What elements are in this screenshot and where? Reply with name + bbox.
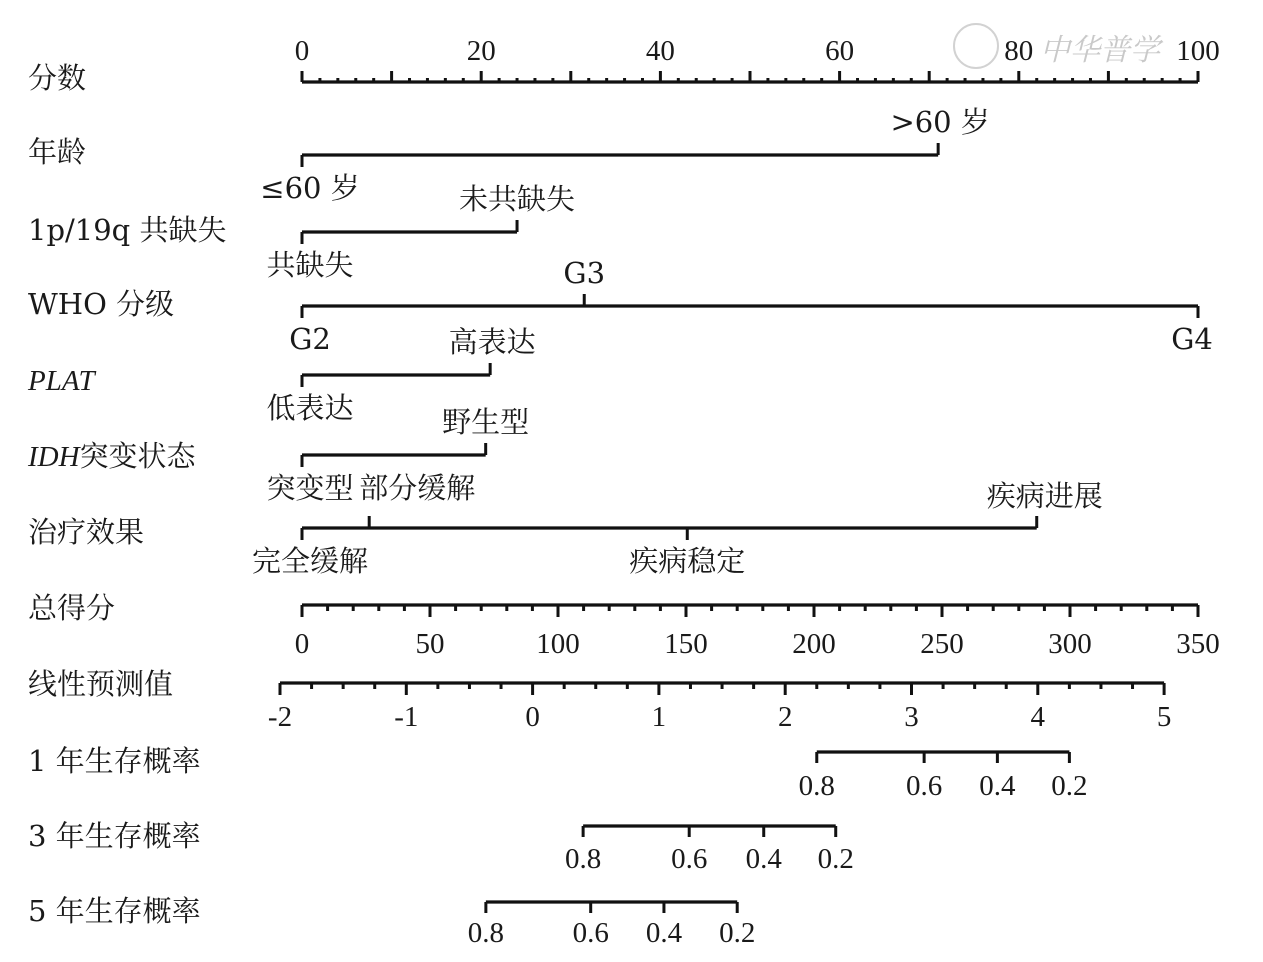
total-points-tick-label: 50: [415, 628, 445, 660]
points-axis-tick-label: 20: [466, 35, 496, 67]
points-axis-tick-label: 60: [825, 35, 855, 67]
survival-axis-tick-label: 0.8: [467, 917, 504, 949]
points-axis-tick-label: 40: [645, 35, 675, 67]
linear-predictor-tick-label: 4: [1030, 701, 1046, 733]
predictor-level-label: 野生型: [442, 405, 530, 439]
survival-axis-tick-label: 0.8: [798, 770, 835, 802]
predictor-level-label: 共缺失: [266, 248, 354, 282]
predictor-level-label: 部分缓解: [359, 471, 476, 505]
linear-predictor-tick-label: 5: [1156, 701, 1172, 733]
predictor-label-age: 年龄: [28, 135, 87, 169]
points-axis-tick-label: 100: [1176, 35, 1220, 67]
predictor-label-plat: PLAT: [28, 365, 95, 397]
linear-predictor-tick-label: 1: [651, 701, 667, 733]
survival-axis-tick-label: 0.6: [671, 843, 708, 875]
total-points-tick-label: 300: [1048, 628, 1092, 660]
predictor-label-response: 治疗效果: [28, 515, 145, 549]
predictor-level-label: G2: [289, 322, 331, 356]
survival-axis-tick-label: 0.2: [1051, 770, 1088, 802]
survival-axis-label-1: 1 年生存概率: [28, 744, 201, 778]
linear-predictor-tick-label: -1: [394, 701, 419, 733]
predictor-level-label: 未共缺失: [459, 182, 576, 216]
total-points-tick-label: 150: [664, 628, 708, 660]
survival-axis-label-2: 3 年生存概率: [28, 819, 201, 853]
predictor-label-who_grade: WHO 分级: [28, 287, 175, 321]
survival-axis-tick-label: 0.8: [564, 843, 602, 875]
predictor-level-label: >60 岁: [890, 105, 990, 139]
predictor-level-label: 疾病进展: [986, 479, 1103, 513]
total-points-tick-label: 350: [1176, 628, 1220, 660]
points-axis-label: 分数: [28, 61, 87, 95]
survival-axis-tick-label: 0.2: [817, 843, 854, 875]
predictor-level-label: 完全缓解: [251, 544, 369, 578]
survival-axis-tick-label: 0.4: [745, 843, 782, 875]
linear-predictor-tick-label: 2: [777, 701, 793, 733]
predictor-level-label: 高表达: [448, 325, 536, 359]
total-points-tick-label: 200: [792, 628, 836, 660]
linear-predictor-tick-label: 3: [904, 701, 919, 733]
total-points-tick-label: 0: [294, 628, 310, 660]
row-labels: [27, 61, 226, 928]
predictor-level-label: 突变型: [266, 471, 354, 505]
linear-predictor-label: 线性预测值: [28, 667, 174, 701]
predictor-level-label: 低表达: [266, 391, 354, 425]
watermark-text: 中华普学: [1040, 33, 1160, 68]
axes: [252, 35, 1220, 949]
total-points-tick-label: 100: [536, 628, 580, 660]
points-axis-tick-label: 0: [294, 35, 310, 67]
points-axis-tick-label: 80: [1004, 35, 1034, 67]
survival-axis-tick-label: 0.4: [979, 770, 1016, 802]
predictor-label-idh: IDH突变状态: [28, 439, 196, 473]
watermark: [954, 24, 1164, 68]
predictor-level-label: G4: [1171, 322, 1213, 356]
predictor-level-label: 疾病稳定: [629, 544, 746, 578]
total-points-tick-label: 250: [920, 628, 964, 660]
predictor-label-codeletion: 1p/19q 共缺失: [28, 213, 227, 247]
predictor-level-label: ≤60 岁: [260, 171, 360, 205]
survival-axis-tick-label: 0.6: [906, 770, 943, 802]
survival-axis-tick-label: 0.2: [719, 917, 756, 949]
total-points-label: 总得分: [28, 591, 116, 625]
predictor-level-label: G3: [563, 256, 606, 290]
survival-axis-label-3: 5 年生存概率: [28, 894, 201, 928]
survival-axis-tick-label: 0.6: [572, 917, 609, 949]
linear-predictor-tick-label: 0: [525, 701, 540, 733]
watermark-seal-icon: [954, 24, 998, 68]
survival-axis-tick-label: 0.4: [645, 917, 683, 949]
linear-predictor-tick-label: -2: [267, 701, 293, 733]
